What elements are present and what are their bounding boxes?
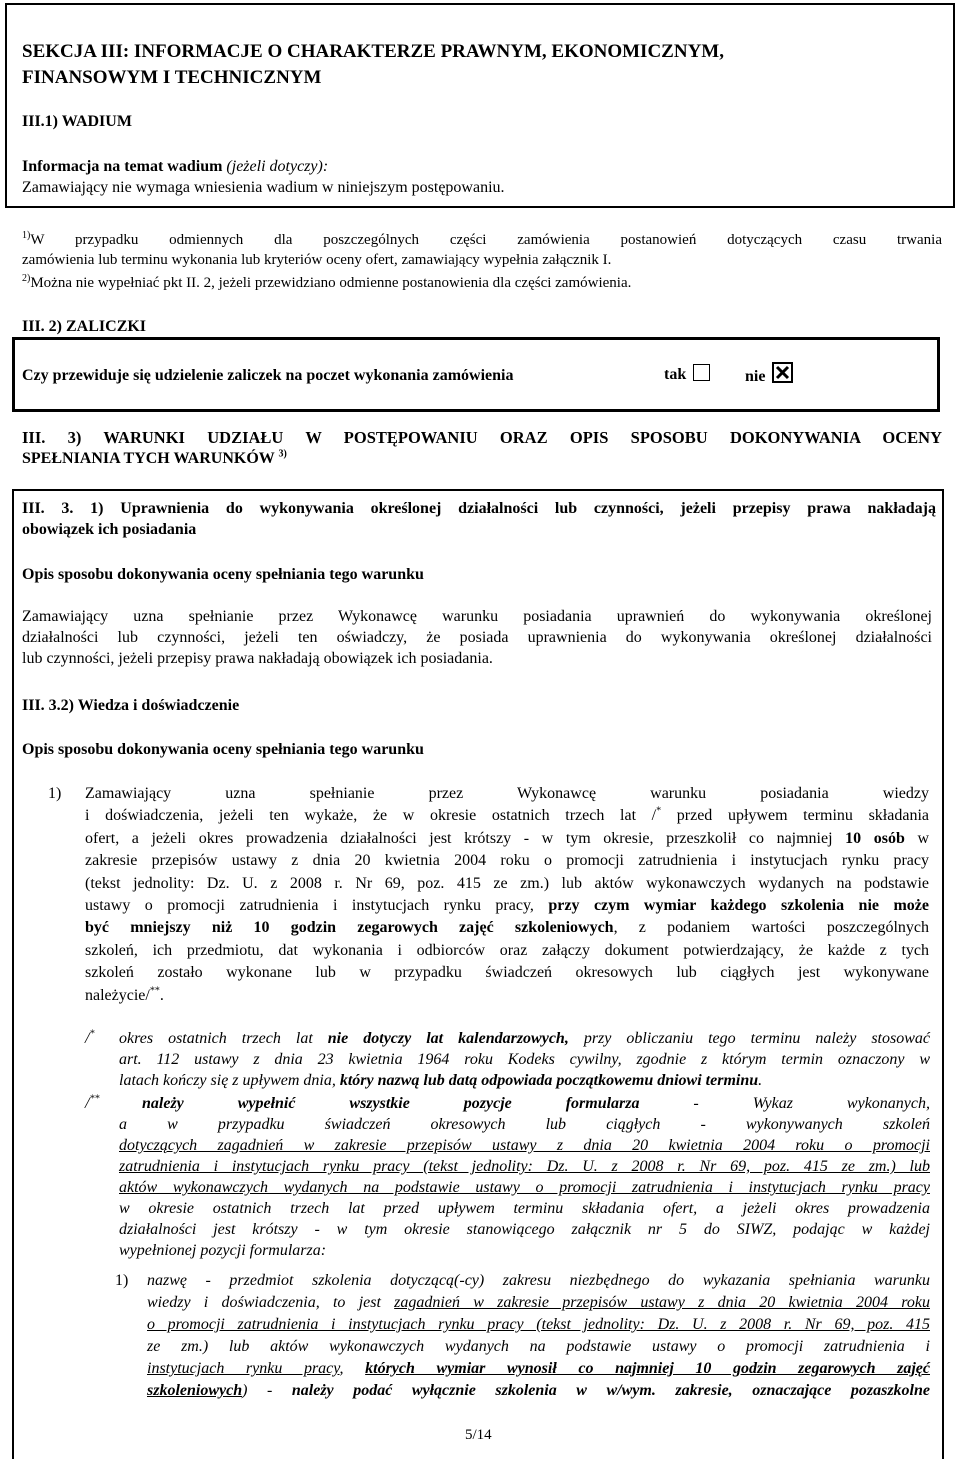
- wadium-info-value: Zamawiający nie wymaga wniesienia wadium w niniejszym postępowaniu.: [22, 179, 505, 196]
- warunki-heading-line2: SPEŁNIANIA TYCH WARUNKÓW $^{3)}$: [22, 448, 287, 467]
- sub-item-line1: nazwę - przedmiot szkolenia dotyczącą(-cy) zakresu niezbędnego do wykazania spełniania warunku: [147, 1272, 930, 1289]
- note-dstar-line5: aktów wykonawczych wydanych na podstawie ustawy o promocji zatrudnienia i instytucjach rynku pracy: [119, 1179, 930, 1196]
- check-x-icon: [775, 365, 790, 380]
- note-star-line1: okres ostatnich trzech lat nie dotyczy lat kalendarzowych, przy obliczaniu tego terminu należy stosować: [119, 1030, 930, 1047]
- s32-line-2: i doświadczenia, jeżeli ten wykaże, że w okresie ostatnich trzech lat /* przed upływem terminu składania: [85, 806, 930, 825]
- nie-option[interactable]: [745, 362, 793, 387]
- nie-label: nie: [745, 368, 766, 385]
- s32-heading: III. 3.2) Wiedza i doświadczenie: [22, 697, 240, 714]
- s31-opis-heading: Opis sposobu dokonywania oceny spełniania tego warunku: [22, 566, 424, 583]
- s31-heading: [22, 498, 936, 540]
- s31-text-line1: Zamawiający uzna spełnianie przez Wykonawcę warunku posiadania uprawnień do wykonywania określonej: [22, 608, 932, 625]
- s32-opis-heading: Opis sposobu dokonywania oceny spełniania tego warunku: [22, 741, 424, 758]
- s31-heading-line2: obowiązek ich posiadania: [22, 521, 197, 538]
- section-title: [22, 40, 942, 90]
- sub-item-line5: instytucjach rynku pracy, których wymiar wynosił co najmniej 10 godzin zegarowych zajęć: [147, 1360, 930, 1377]
- note-dstar-line8: wypełnionej pozycji formularza:: [119, 1242, 327, 1259]
- sub-item-text: [147, 1270, 930, 1402]
- note-dstar-line4: zatrudnienia i instytucjach rynku pracy (tekst jednolity: Dz. U. z 2008 r. Nr 69, poz. 415 ze zm.) lub: [119, 1158, 930, 1175]
- s32-line-4: zakresie przepisów ustawy z dnia 20 kwietnia 2004 roku o promocji zatrudnienia i instytucjach rynku pracy: [85, 852, 929, 870]
- wadium-info-note: (jeżeli dotyczy):: [226, 158, 329, 175]
- tak-label: tak: [664, 366, 687, 383]
- s31-heading-line1: III. 3. 1) Uprawnienia do wykonywania określonej działalności lub czynności, jeżeli przepisy prawa nakładają: [22, 500, 936, 517]
- sub-item-line6: szkoleniowych) - należy podać wyłącznie szkolenia w w/wym. zakresie, oznaczające pozaszkolne: [147, 1382, 930, 1399]
- section-title-line2: FINANSOWYM I TECHNICZNYM: [22, 67, 322, 88]
- zaliczki-heading: III. 2) ZALICZKI: [22, 318, 147, 335]
- footnote-2: $^{2)}$Można nie wypełniać pkt II. 2, jeżeli przewidziano odmienne postanowienia dla części zamówienia.: [22, 273, 632, 291]
- s32-line-9: szkoleń zostało wykonane lub w przypadku świadczeń okresowych lub ciągłych jest wykonywane: [85, 964, 929, 982]
- s32-line-3: ofert, a jeżeli okres prowadzenia działalności jest krótszy - w tym okresie, przeszkolił co najmniej 10 osób w: [85, 829, 930, 847]
- note-dstar-line1: należy wypełnić wszystkie pozycje formularza - Wykaz wykonanych,: [142, 1095, 930, 1112]
- page-number: 5/14: [465, 1427, 492, 1443]
- nie-checkbox[interactable]: [772, 362, 793, 383]
- s31-text: [22, 606, 932, 669]
- note-dstar-line7: działalności jest krótszy - w tym okresie stanowiącego załącznik nr 5 do SIWZ, podając w każdej: [119, 1221, 930, 1238]
- s31-text-line3: lub czynności, jeżeli przepisy prawa nakładają obowiązek ich posiadania.: [22, 650, 493, 667]
- note-star-line3: latach kończy się z upływem dnia, który nazwą lub datą odpowiada początkowemu dniowi terminu.: [119, 1072, 763, 1089]
- footnote-1-line2: zamówienia lub terminu wykonania lub kryteriów oceny ofert, zamawiający wypełnia załącznik I.: [22, 252, 612, 268]
- tak-checkbox[interactable]: [693, 364, 710, 381]
- footnotes: [22, 230, 942, 293]
- note-dstar-mark: /**: [85, 1093, 100, 1112]
- note-star-text: [119, 1028, 930, 1091]
- warunki-heading: [22, 427, 942, 469]
- s32-line-1: Zamawiający uzna spełnianie przez Wykonawcę warunku posiadania wiedzy: [85, 785, 929, 802]
- note-dstar-line2: a w przypadku świadczeń okresowych lub ciągłych - wykonywanych szkoleń: [119, 1116, 930, 1133]
- warunki-heading-line1: III. 3) WARUNKI UDZIAŁU W POSTĘPOWANIU ORAZ OPIS SPOSOBU DOKONYWANIA OCENY: [22, 428, 942, 447]
- note-dstar-line3: dotyczących zagadnień w zakresie przepisów ustawy z dnia 20 kwietnia 2004 roku o promocji: [119, 1137, 930, 1154]
- sub-item-number: 1): [115, 1272, 129, 1289]
- zaliczki-question: Czy przewiduje się udzielenie zaliczek na poczet wykonania zamówienia: [22, 367, 514, 384]
- section-title-line1: SEKCJA III: INFORMACJE O CHARAKTERZE PRAWNYM, EKONOMICZNYM,: [22, 41, 724, 62]
- note-dstar-text: [119, 1093, 930, 1261]
- s31-text-line2: działalności lub czynności, jeżeli ten oświadczy, że posiada uprawnienia do wykonywania określonej działalności: [22, 629, 932, 646]
- tak-option[interactable]: [664, 364, 710, 385]
- note-dstar-line6: w okresie ostatnich trzech lat przed upływem terminu składania ofert, a jeżeli okres prowadzenia: [119, 1200, 930, 1217]
- s32-line-6: ustawy o promocji zatrudnienia i instytucjach rynku pracy, przy czym wymiar każdego szkolenia nie może: [85, 897, 929, 915]
- note-star-line2: art. 112 ustawy z dnia 23 kwietnia 1964 roku Kodeks cywilny, zgodnie z którym termin oznaczony w: [119, 1051, 930, 1068]
- s32-line-7: być mniejszy niż 10 godzin zegarowych zajęć szkoleniowych, z podaniem wartości poszczególnych: [85, 919, 930, 937]
- note-star-mark: /*: [85, 1028, 95, 1047]
- s32-line-5: (tekst jednolity: Dz. U. z 2008 r. Nr 69, poz. 415 ze zm.) lub aktów wykonawczych wydanych na podstawie: [85, 874, 929, 892]
- sub-item-line2: wiedzy i doświadczenia, to jest zagadnień w zakresie przepisów ustawy z dnia 20 kwietnia 2004 roku: [147, 1294, 930, 1311]
- footnote-1-line1: $^{1)}$W przypadku odmiennych dla poszczególnych części zamówienia postanowień dotyczących czasu trwania: [22, 230, 942, 248]
- wadium-info: [22, 156, 942, 198]
- sub-item-line3: o promocji zatrudnienia i instytucjach rynku pracy (tekst jednolity: Dz. U. z 2008 r. Nr 69, poz. 415: [147, 1316, 930, 1333]
- s32-item-text: [85, 783, 929, 1007]
- sub-item-line4: ze zm.) lub aktów wykonawczych wydanych na podstawie ustawy o promocji zatrudnienia i: [147, 1338, 930, 1355]
- wadium-heading: III.1) WADIUM: [22, 113, 132, 130]
- s32-line-8: szkoleń, ich przedmiotu, dat wykonania i odbiorców oraz załączy dokument potwierdzający, że każde z tych: [85, 941, 929, 959]
- s32-item-number: 1): [48, 785, 62, 802]
- s32-line-10: należycie/**.: [85, 985, 164, 1004]
- wadium-info-label: Informacja na temat wadium: [22, 158, 223, 175]
